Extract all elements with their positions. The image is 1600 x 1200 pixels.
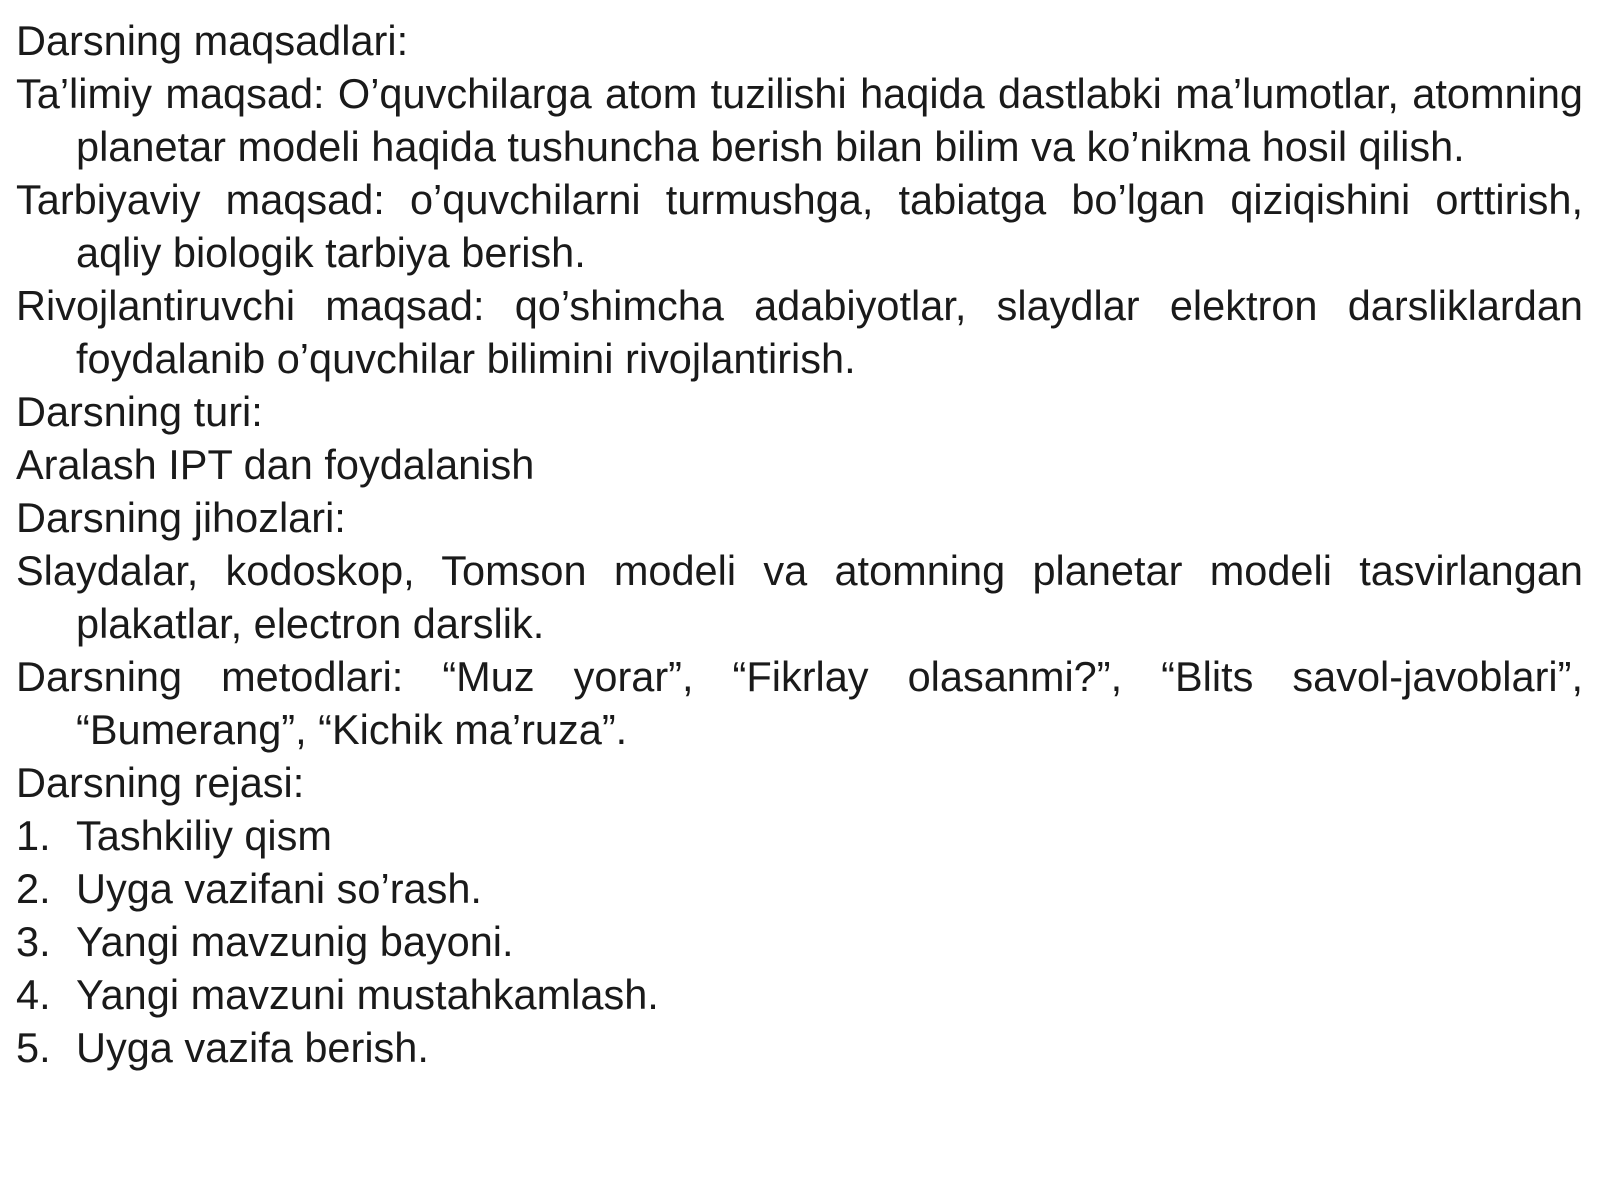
list-number: 4. bbox=[16, 971, 51, 1018]
upbringing-goal: Tarbiyaviy maqsad: o’quvchilarni turmushga, tabiatga bo’lgan qiziqishini orttirish, aqliy biologik tarbiya berish. bbox=[16, 176, 1583, 276]
developmental-goal: Rivojlantiruvchi maqsad: qo’shimcha adabiyotlar, slaydlar elektron darsliklardan foydalanib o’quvchilar bilimini rivojlantirish. bbox=[16, 282, 1583, 382]
plan-list-item bbox=[16, 1021, 1583, 1074]
methods-paragraph: Darsning metodlari: “Muz yorar”, “Fikrlay olasanmi?”, “Blits savol-javoblari”, “Bumerang”, “Kichik ma’ruza”. bbox=[16, 653, 1583, 753]
list-text: Yangi mavzunig bayoni. bbox=[76, 918, 514, 965]
lesson-plan-document bbox=[16, 14, 1583, 1074]
list-number: 3. bbox=[16, 918, 51, 965]
list-text: Uyga vazifani so’rash. bbox=[76, 865, 482, 912]
plan-list-item bbox=[16, 862, 1583, 915]
plan-list-item bbox=[16, 968, 1583, 1021]
list-text: Uyga vazifa berish. bbox=[76, 1024, 429, 1071]
plan-list-item bbox=[16, 915, 1583, 968]
list-number: 1. bbox=[16, 812, 51, 859]
equipment-value: Slaydalar, kodoskop, Tomson modeli va atomning planetar modeli tasvirlangan plakatlar, electron darslik. bbox=[16, 547, 1583, 647]
list-number: 5. bbox=[16, 1024, 51, 1071]
plan-list-item bbox=[16, 809, 1583, 862]
plan-heading: Darsning rejasi: bbox=[16, 759, 305, 806]
list-number: 2. bbox=[16, 865, 51, 912]
goals-heading: Darsning maqsadlari: bbox=[16, 17, 409, 64]
equipment-heading: Darsning jihozlari: bbox=[16, 494, 346, 541]
list-text: Tashkiliy qism bbox=[76, 812, 332, 859]
lesson-type-heading: Darsning turi: bbox=[16, 388, 263, 435]
educational-goal: Ta’limiy maqsad: O’quvchilarga atom tuzilishi haqida dastlabki ma’lumotlar, atomning planetar modeli haqida tushuncha berish bilan bilim va ko’nikma hosil qilish. bbox=[16, 70, 1583, 170]
list-text: Yangi mavzuni mustahkamlash. bbox=[76, 971, 659, 1018]
lesson-type-value: Aralash IPT dan foydalanish bbox=[16, 441, 535, 488]
